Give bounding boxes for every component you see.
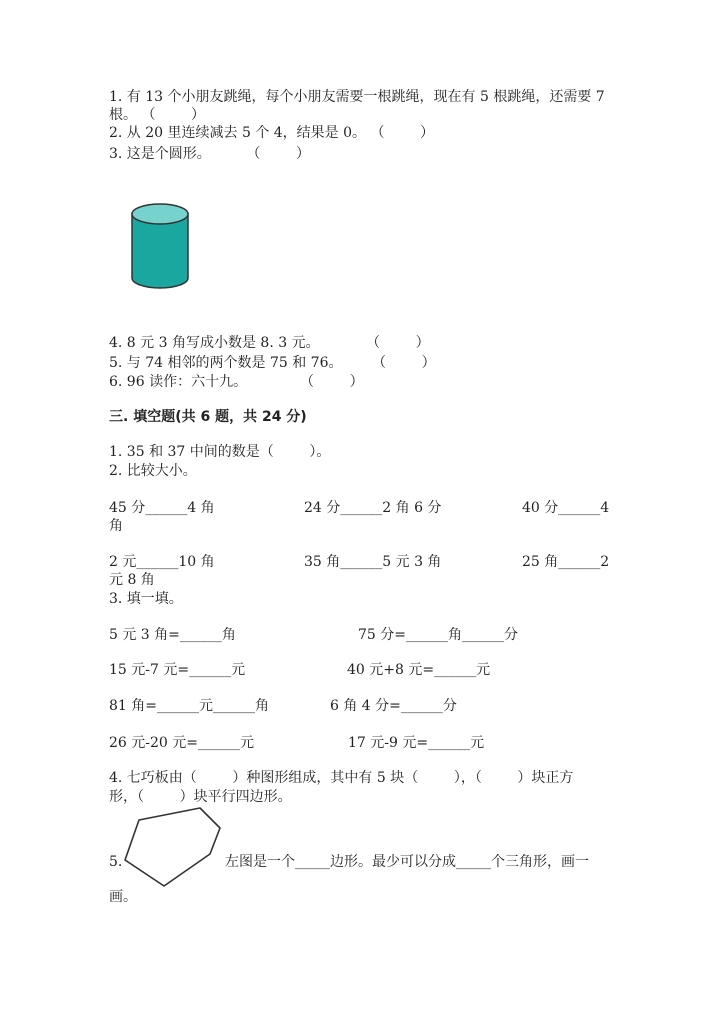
fill-q2: 2. 比较大小。: [109, 463, 197, 479]
judge-q3: 3. 这是个圆形。 （ ）: [109, 146, 311, 162]
fill-blank: 75 分=______角______分: [358, 627, 518, 643]
fill-blank: 17 元-9 元=______元: [348, 735, 485, 751]
fill-q5-wrap: 画。: [109, 889, 137, 905]
compare-item: 25 角______2: [522, 554, 610, 570]
judge-q5-paren: （ ）: [372, 355, 436, 371]
fill-q4-line2: 形，（ ）块平行四边形。: [109, 789, 292, 805]
fill-q5-text: 左图是一个_____边形。最少可以分成_____个三角形，画一: [225, 854, 589, 870]
fill-blank: 81 角=______元______角: [109, 698, 269, 714]
cylinder-figure: [128, 200, 194, 292]
fill-blank: 40 元+8 元=______元: [347, 662, 491, 678]
heptagon-figure: [118, 806, 228, 890]
compare-item-wrap: 角: [109, 518, 123, 534]
fill-blank: 5 元 3 角=______角: [109, 627, 236, 643]
fill-q4-line1: 4. 七巧板由（ ）种图形组成，其中有 5 块（ ），（ ）块正方: [109, 770, 574, 786]
compare-item: 45 分______4 角: [109, 500, 215, 516]
judge-q6-paren: （ ）: [300, 374, 364, 390]
fill-q3: 3. 填一填。: [109, 591, 183, 607]
fill-blank: 6 角 4 分=______分: [330, 698, 457, 714]
judge-q6: 6. 96 读作：六十九。: [109, 374, 248, 390]
compare-item: 2 元______10 角: [109, 554, 215, 570]
judge-q2: 2. 从 20 里连续减去 5 个 4，结果是 0。 （ ）: [109, 125, 435, 141]
fill-blank: 26 元-20 元=______元: [109, 735, 254, 751]
compare-item: 24 分______2 角 6 分: [304, 500, 442, 516]
fill-q1: 1. 35 和 37 中间的数是（ ）。: [109, 444, 331, 460]
judge-q4-paren: （ ）: [366, 335, 430, 351]
compare-item-wrap: 元 8 角: [109, 572, 155, 588]
judge-q1-line1: 1. 有 13 个小朋友跳绳，每个小朋友需要一根跳绳，现在有 5 根跳绳，还需要 7: [109, 89, 605, 105]
judge-q4: 4. 8 元 3 角写成小数是 8. 3 元。: [109, 335, 320, 351]
judge-q1-line2: 根。 （ ）: [109, 107, 206, 123]
fill-blank: 15 元-7 元=______元: [109, 662, 246, 678]
compare-item: 40 分______4: [522, 500, 610, 516]
fill-q5-number: 5.: [109, 854, 123, 870]
section-title: 三. 填空题(共 6 题，共 24 分): [109, 409, 307, 425]
judge-q5: 5. 与 74 相邻的两个数是 75 和 76。: [109, 355, 343, 371]
compare-item: 35 角______5 元 3 角: [304, 554, 442, 570]
